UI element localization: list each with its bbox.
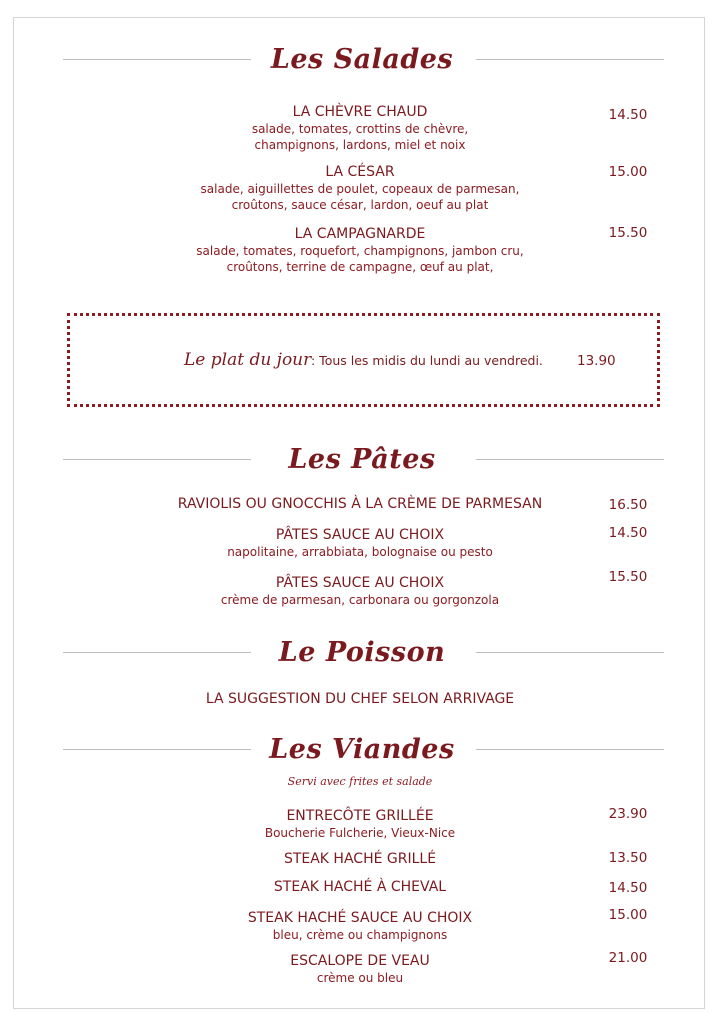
- section-header-salades: [60, 40, 664, 80]
- plat-du-jour-price: 13.90: [577, 353, 616, 369]
- plat-du-jour-text: : Tous les midis du lundi au vendredi.: [311, 353, 543, 368]
- item-name: STEAK HACHÉ SAUCE AU CHOIX: [247, 910, 473, 926]
- item-price: 14.50: [608, 107, 648, 123]
- item-price: 15.50: [608, 569, 648, 585]
- item-description: champignons, lardons, miel et noix: [254, 138, 466, 152]
- item-name: LA CAMPAGNARDE: [294, 226, 426, 242]
- divider-line: [476, 652, 664, 653]
- item-name: STEAK HACHÉ À CHEVAL: [273, 879, 447, 895]
- menu-item-steak-sauce: [150, 910, 570, 943]
- menu-item-campagnarde: [150, 226, 570, 275]
- menu-item-cesar: [150, 164, 570, 213]
- plat-du-jour-box: [67, 313, 660, 407]
- menu-item-pates-sauce-2: [150, 575, 570, 608]
- item-description: bleu, crème ou champignons: [272, 928, 448, 942]
- item-name: ESCALOPE DE VEAU: [290, 953, 430, 969]
- item-price: 16.50: [608, 497, 648, 513]
- item-name: RAVIOLIS OU GNOCCHIS À LA CRÈME DE PARMESAN: [177, 496, 543, 512]
- item-price: 14.50: [608, 880, 648, 896]
- menu-item-raviolis: [100, 496, 620, 513]
- menu-item-pates-sauce-1: [150, 527, 570, 560]
- menu-item-steak-grille: [150, 851, 570, 868]
- item-name: PÂTES SAUCE AU CHOIX: [275, 527, 445, 543]
- plat-du-jour-label: Le plat du jour: [184, 350, 312, 370]
- divider-line: [476, 59, 664, 60]
- section-title-poisson: Le Poisson: [278, 637, 446, 668]
- item-name: LA CHÈVRE CHAUD: [292, 104, 428, 120]
- item-name: PÂTES SAUCE AU CHOIX: [275, 575, 445, 591]
- divider-line: [476, 749, 664, 750]
- section-title-salades: Les Salades: [270, 44, 454, 75]
- menu-item-steak-cheval: [150, 879, 570, 896]
- item-price: 21.00: [608, 950, 648, 966]
- menu-item-entrecote: [150, 808, 570, 841]
- item-price: 15.50: [608, 225, 648, 241]
- item-description: salade, tomates, roquefort, champignons, jambon cru,: [196, 244, 524, 258]
- divider-line: [476, 459, 664, 460]
- menu-item-suggestion-chef: [100, 691, 620, 708]
- item-name: STEAK HACHÉ GRILLÉ: [283, 851, 437, 867]
- menu-item-chevre-chaud: [150, 104, 570, 153]
- item-name: LA CÉSAR: [325, 164, 395, 180]
- item-price: 13.50: [608, 850, 648, 866]
- menu-item-escalope-veau: [150, 953, 570, 986]
- item-price: 15.00: [608, 164, 648, 180]
- section-title-viandes: Les Viandes: [269, 734, 455, 765]
- item-name: LA SUGGESTION DU CHEF SELON ARRIVAGE: [205, 691, 515, 707]
- item-description: salade, tomates, crottins de chèvre,: [251, 122, 469, 136]
- item-description: crème de parmesan, carbonara ou gorgonzola: [220, 593, 500, 607]
- item-price: 14.50: [608, 525, 648, 541]
- section-header-poisson: [60, 633, 664, 673]
- section-title-pates: Les Pâtes: [288, 444, 436, 475]
- viandes-subtitle: Servi avec frites et salade: [287, 775, 433, 788]
- item-price: 23.90: [608, 806, 648, 822]
- item-description: crème ou bleu: [316, 971, 404, 985]
- item-description: croûtons, terrine de campagne, œuf au plat,: [226, 260, 494, 274]
- item-name: ENTRECÔTE GRILLÉE: [286, 808, 434, 824]
- item-description: Boucherie Fulcherie, Vieux-Nice: [264, 826, 456, 840]
- item-description: salade, aiguillettes de poulet, copeaux de parmesan,: [200, 182, 520, 196]
- item-description: napolitaine, arrabbiata, bolognaise ou pesto: [227, 545, 493, 559]
- section-header-pates: [60, 440, 664, 480]
- item-price: 15.00: [608, 907, 648, 923]
- item-description: croûtons, sauce césar, lardon, oeuf au plat: [231, 198, 489, 212]
- section-header-viandes: [60, 730, 664, 770]
